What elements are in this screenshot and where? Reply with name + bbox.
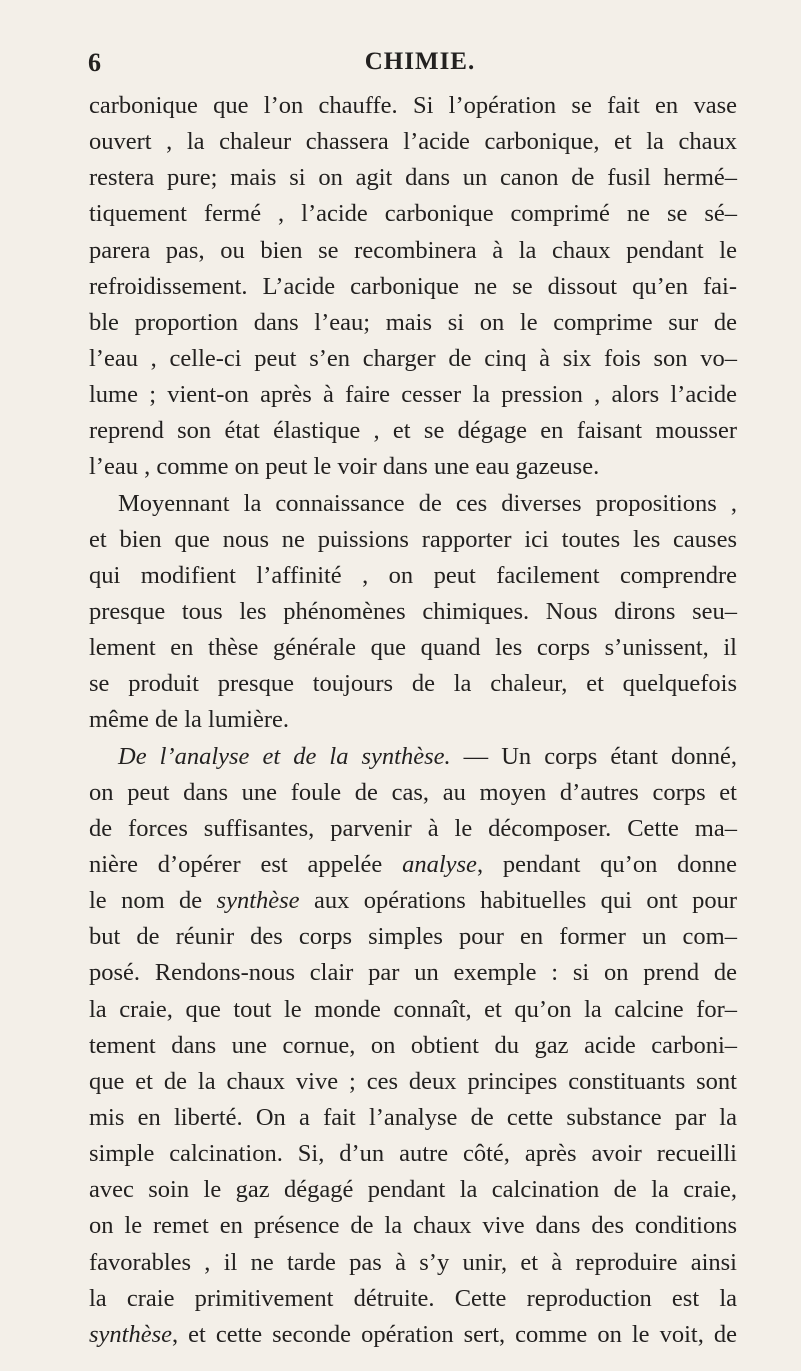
text-run: , pendant qu’on donne [476,850,737,878]
text-line [89,1136,737,1172]
text-line [89,558,737,594]
text-line [89,630,737,666]
text-run: tement dans une cornue, on obtient du gaz acide carboni– [89,1031,737,1059]
text-line [89,739,737,775]
text-line [89,1064,737,1100]
text-line [89,1281,737,1317]
text-run: posé. Rendons-nous clair par un exemple : si on prend de [89,959,737,987]
text-line [89,1028,737,1064]
text-run: on le remet en présence de la chaux vive dans des conditions [89,1212,737,1240]
text-run: on peut dans une foule de cas, au moyen d’autres corps et [89,778,737,806]
text-line [89,377,737,413]
text-run: — Un corps étant donné, [450,742,738,770]
text-run: qui modifient l’affinité , on peut facilement comprendre [89,561,737,589]
text-line [89,1317,737,1353]
text-line [89,955,737,991]
page-number: 6 [88,48,101,77]
text-line [89,522,737,558]
text-run: nière d’opérer est appelée [89,850,403,878]
text-run: ouvert , la chaleur chassera l’acide carbonique, et la chaux [89,128,737,156]
text-run: tiquement fermé , l’acide carbonique comprimé ne se sé– [89,200,737,228]
text-run: presque tous les phénomènes chimiques. Nous dirons seu– [89,597,737,625]
text-line [89,775,737,811]
text-run: la craie, que tout le monde connaît, et qu’on la calcine for– [89,995,737,1023]
text-line [89,196,737,232]
text-run: que et de la chaux vive ; ces deux principes constituants sont [89,1067,737,1095]
italic-text: De l’analyse et de la synthèse. [118,742,451,770]
text-run: de forces suffisantes, parvenir à le décomposer. Cette ma– [89,814,737,842]
text-run: avec soin le gaz dégagé pendant la calcination de la craie, [89,1176,737,1204]
text-line [89,88,737,124]
text-run: mis en liberté. On a fait l’analyse de cette substance par la [89,1103,737,1131]
text-line [89,486,737,522]
text-run: et bien que nous ne puissions rapporter ici toutes les causes [89,525,737,553]
text-line [89,811,737,847]
text-run: but de réunir des corps simples pour en former un com– [89,923,737,951]
text-run: même de la lumière. [89,706,289,734]
text-line [89,305,737,341]
text-line [89,992,737,1028]
text-run: se produit presque toujours de la chaleur, et quelquefois [89,670,737,698]
text-run: l’eau , comme on peut le voir dans une eau gazeuse. [89,453,600,481]
text-run: la craie primitivement détruite. Cette reproduction est la [89,1284,737,1312]
text-line [89,594,737,630]
text-run: favorables , il ne tarde pas à s’y unir, et à reproduire ainsi [89,1248,737,1276]
text-line [89,449,737,485]
running-title: CHIMIE. [364,48,476,75]
text-line [89,666,737,702]
text-line [89,124,737,160]
running-head [88,48,736,82]
text-line [89,1172,737,1208]
text-run: simple calcination. Si, d’un autre côté, après avoir recueilli [89,1140,737,1168]
text-run: parera pas, ou bien se recombinera à la chaux pendant le [89,236,737,264]
text-run: , et cette seconde opération sert, comme on le voit, de [172,1320,737,1348]
body-text [89,88,737,1353]
text-run: lume ; vient-on après à faire cesser la pression , alors l’acide [89,381,737,409]
text-line [89,341,737,377]
text-line [89,160,737,196]
text-run: le nom de [89,887,217,915]
italic-text: analyse [402,850,477,878]
text-run: reprend son état élastique , et se dégage en faisant mousser [89,417,737,445]
text-line [89,883,737,919]
text-line [89,1208,737,1244]
italic-text: synthèse [216,887,300,915]
text-run: refroidissement. L’acide carbonique ne se dissout qu’en fai- [89,272,737,300]
text-run: aux opérations habituelles qui ont pour [299,887,737,915]
text-line [89,269,737,305]
text-line [89,847,737,883]
text-line [89,702,737,738]
italic-text: synthèse [89,1320,172,1348]
text-line [89,1100,737,1136]
text-run: ble proportion dans l’eau; mais si on le comprime sur de [89,308,737,336]
text-run: Moyennant la connaissance de ces diverses propositions , [118,489,737,517]
text-run: lement en thèse générale que quand les corps s’unissent, il [89,634,737,662]
text-run: restera pure; mais si on agit dans un canon de fusil hermé– [89,164,737,192]
text-run: carbonique que l’on chauffe. Si l’opération se fait en vase [89,92,737,119]
text-line [89,919,737,955]
text-line [89,233,737,269]
text-line [89,1245,737,1281]
text-line [89,413,737,449]
text-run: l’eau , celle-ci peut s’en charger de cinq à six fois son vo– [89,344,737,372]
